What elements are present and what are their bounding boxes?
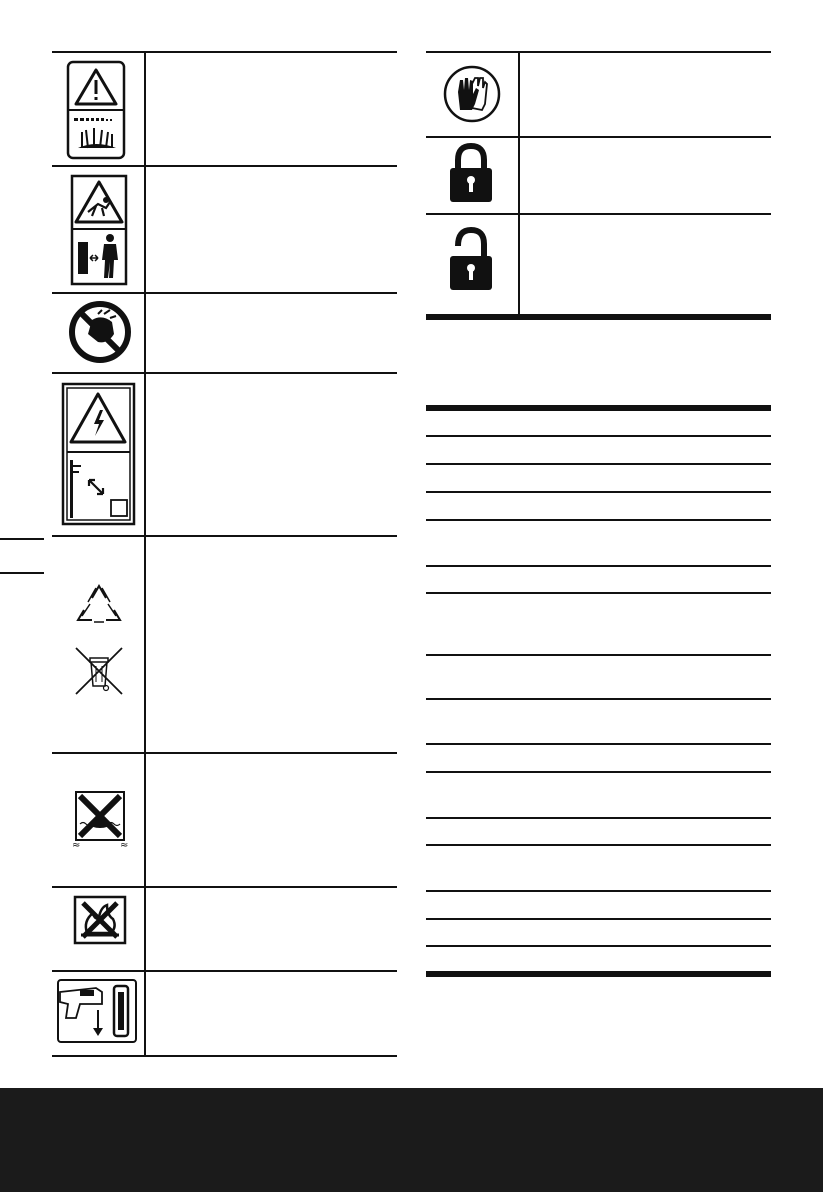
table-row (426, 463, 771, 465)
table-bottom-rule (426, 314, 771, 320)
no-water-environment-icon (70, 790, 130, 850)
svg-text:≈: ≈ (72, 840, 81, 850)
row-divider (426, 136, 771, 138)
table-row (426, 945, 771, 947)
warning-hot-surface-icon (66, 60, 126, 160)
no-hand-contact-icon (68, 300, 132, 364)
column-divider (518, 51, 520, 316)
table-row (426, 565, 771, 567)
table-row (426, 844, 771, 846)
side-tab-mark (0, 538, 44, 540)
row-divider (426, 51, 771, 53)
footer-band (0, 1088, 823, 1192)
no-fire-icon (73, 895, 127, 945)
table-row (426, 592, 771, 594)
row-divider (52, 292, 397, 294)
table-row (426, 519, 771, 521)
table-row (426, 491, 771, 493)
table-row (426, 698, 771, 700)
weee-crossed-bin-icon (72, 644, 126, 698)
table-bottom-rule (426, 971, 771, 977)
row-divider (52, 51, 397, 53)
svg-text:≈: ≈ (120, 840, 129, 850)
row-divider (426, 213, 771, 215)
bystander-distance-icon (70, 174, 128, 286)
row-divider (52, 165, 397, 167)
row-divider (52, 752, 397, 754)
electric-hazard-power-line-icon (61, 382, 136, 526)
unlock-icon (446, 226, 496, 292)
row-divider (52, 886, 397, 888)
wear-gloves-icon (442, 64, 502, 124)
table-top-rule (426, 405, 771, 411)
table-row (426, 918, 771, 920)
table-row (426, 890, 771, 892)
row-divider (52, 1055, 397, 1057)
side-tab-mark (0, 572, 44, 574)
table-row (426, 771, 771, 773)
table-row (426, 435, 771, 437)
battery-removal-icon (56, 978, 138, 1044)
column-divider (144, 51, 146, 1057)
recycle-icon (74, 580, 124, 628)
lock-icon (446, 142, 496, 204)
row-divider (52, 535, 397, 537)
table-row (426, 817, 771, 819)
table-row (426, 654, 771, 656)
table-row (426, 743, 771, 745)
row-divider (52, 372, 397, 374)
row-divider (52, 970, 397, 972)
